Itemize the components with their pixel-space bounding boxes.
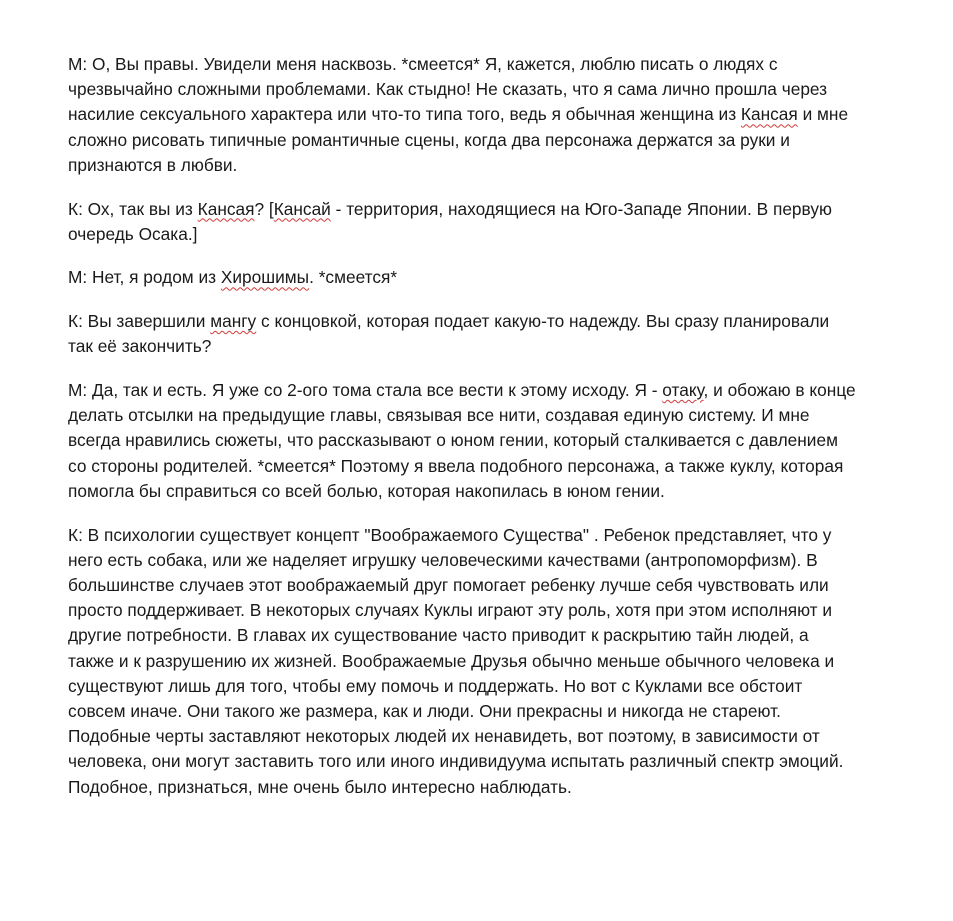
paragraph-interview-m-1 xyxy=(68,52,858,178)
text-run: ? [ xyxy=(254,198,274,219)
text-run: М: О, Вы правы. Увидели меня насквозь. *смеется* Я, кажется, люблю писать о людях с чрезвычайно сложными проблемами. Как стыдно! Не сказать, что я сама лично прошла через насилие сексуального характера или что-то типа того, ведь я обычная женщина из xyxy=(68,54,828,125)
spellcheck-word: мангу xyxy=(210,311,257,332)
paragraph-interview-k-3 xyxy=(68,523,858,800)
paragraph-interview-m-2 xyxy=(68,265,858,290)
text-run: с концовкой, которая подает какую-то надежду. Вы сразу планировали так её закончить? xyxy=(68,311,830,357)
spellcheck-word: Кансая xyxy=(740,104,798,125)
text-run: - территория, находящиеся на Юго-Западе Японии. В первую очередь Осака.] xyxy=(68,198,832,244)
paragraph-interview-k-1 xyxy=(68,197,858,247)
text-run: М: Да, так и есть. Я уже со 2-ого тома стала все вести к этому исходу. Я - xyxy=(68,380,663,401)
document-body xyxy=(68,52,858,800)
spellcheck-word: Кансая xyxy=(197,198,255,219)
spellcheck-word: Хирошимы xyxy=(220,267,310,288)
spellcheck-word: Кансай xyxy=(273,198,331,219)
text-run: М: Нет, я родом из xyxy=(68,267,221,288)
spellcheck-word: отаку xyxy=(662,380,704,401)
paragraph-interview-m-3 xyxy=(68,378,858,504)
text-run: и мне сложно рисовать типичные романтичные сцены, когда два персонажа держатся за руки и признаются в любви. xyxy=(68,104,849,175)
text-run: . *смеется* xyxy=(309,267,398,288)
text-run: К: Вы завершили xyxy=(68,311,211,332)
text-run: К: Ох, так вы из xyxy=(68,198,198,219)
text-run: , и обожаю в конце делать отсылки на предыдущие главы, связывая все нити, создавая единую систему. И мне всегда нравились сюжеты, что рассказывают о юном гении, который сталкивается с давлением со стороны родителей. *смеется* Поэтому я ввела подобного персонажа, а также куклу, которая помогла бы справиться со всей болью, которая накопилась в юном гении. xyxy=(68,380,856,501)
paragraph-interview-k-2 xyxy=(68,309,858,359)
text-run: К: В психологии существует концепт "Воображаемого Существа" . Ребенок представляет, что у него есть собака, или же наделяет игрушку человеческими качествами (антропоморфизм). В большинстве случаев этот воображаемый друг помогает ребенку лучше себя чувствовать или просто поддерживает. В некоторых случаях Куклы играют эту роль, хотя при этом исполняют и другие потребности. В главах их существование часто приводит к раскрытию тайн людей, а также и к разрушению их жизней. Воображаемые Друзья обычно меньше обычного человека и существуют лишь для того, чтобы ему помочь и поддержать. Но вот с Куклами все обстоит совсем иначе. Они такого же размера, как и люди. Они прекрасны и никогда не стареют. Подобные черты заставляют некоторых людей их ненавидеть, вот поэтому, в зависимости от человека, они могут заставить того или иного индивидуума испытать различный спектр эмоций. Подобное, признаться, мне очень было интересно наблюдать. xyxy=(68,524,844,797)
